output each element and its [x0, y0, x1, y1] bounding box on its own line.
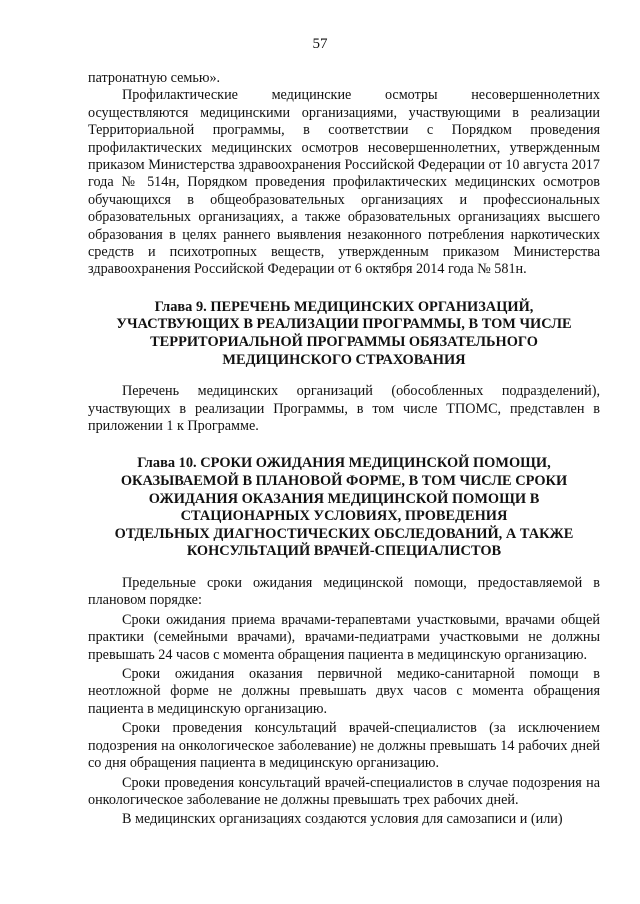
chapter-9-heading-line: УЧАСТВУЮЩИХ В РЕАЛИЗАЦИИ ПРОГРАММЫ, В ТОМ ЧИСЛЕ — [116, 316, 572, 333]
chapter-10-heading-line: КОНСУЛЬТАЦИЙ ВРАЧЕЙ-СПЕЦИАЛИСТОВ — [186, 543, 502, 560]
paragraph-organizations-list: Перечень медицинских организаций (обособленных подразделений), участвующих в реализации Программы, в том числе ТПОМС, представлен в приложении 1 к Программе. — [88, 383, 600, 435]
page-number: 57 — [312, 36, 328, 52]
paragraph-continuation: патронатную семью». — [88, 70, 221, 86]
paragraph-specialist-wait: Сроки проведения консультаций врачей-специалистов (за исключением подозрения на онкологическое заболевание) не должны превышать 14 рабочих дней со дня обращения пациента в медицинскую организацию. — [88, 720, 600, 772]
paragraph-therapist-wait: Сроки ожидания приема врачами-терапевтами участковыми, врачами общей практики (семейными врачами), врачами-педиатрами участковыми не должны превышать 24 часов с момента обращения пациента в медицинскую организацию. — [88, 611, 600, 663]
chapter-9-heading-line: МЕДИЦИНСКОГО СТРАХОВАНИЯ — [222, 351, 466, 368]
paragraph-self-registration: В медицинских организациях создаются условия для самозаписи и (или) — [122, 811, 563, 828]
paragraph-urgent-care-wait: Сроки ожидания оказания первичной медико-санитарной помощи в неотложной форме не должны превышать двух часов с момента обращения пациента в медицинскую организацию. — [88, 666, 600, 717]
paragraph-preventive-exams: Профилактические медицинские осмотры несовершеннолетних осуществляются медицинскими организациями, участвующими в реализации Территориальной программы, в соответствии с Порядком проведения профилактических медицинских осмотров несовершеннолетних, утвержденным приказом Министерства здравоохранения Российской Федерации от 10 августа 2017 года № 514н, Порядком проведения профилактических медицинских осмотров обучающихся в общеобразовательных организациях и профессиональных образовательных организациях, а также образовательных организациях высшего образования в целях раннего выявления незаконного потребления наркотических средств и психотропных веществ, утвержденным приказом Министерства здравоохранения Российской Федерации от 6 октября 2014 года № 581н. — [88, 87, 600, 278]
chapter-10-heading-line: СТАЦИОНАРНЫХ УСЛОВИЯХ, ПРОВЕДЕНИЯ — [180, 508, 508, 525]
chapter-10-heading — [88, 455, 600, 561]
paragraph-oncology-wait: Сроки проведения консультаций врачей-специалистов в случае подозрения на онкологическое заболевание не должны превышать трех рабочих дней. — [88, 774, 600, 808]
chapter-10-heading-line: ОЖИДАНИЯ ОКАЗАНИЯ МЕДИЦИНСКОЙ ПОМОЩИ В — [148, 490, 540, 507]
chapter-9-heading — [88, 299, 600, 369]
chapter-10-heading-line: ОКАЗЫВАЕМОЙ В ПЛАНОВОЙ ФОРМЕ, В ТОМ ЧИСЛЕ СРОКИ — [120, 473, 568, 490]
paragraph-waiting-limits: Предельные сроки ожидания медицинской помощи, предоставляемой в плановом порядке: — [88, 575, 600, 609]
chapter-9-heading-line: Глава 9. ПЕРЕЧЕНЬ МЕДИЦИНСКИХ ОРГАНИЗАЦИЙ, — [154, 298, 534, 315]
document-body — [88, 70, 600, 829]
chapter-9-heading-line: ТЕРРИТОРИАЛЬНОЙ ПРОГРАММЫ ОБЯЗАТЕЛЬНОГО — [150, 334, 538, 351]
chapter-10-heading-line: ОТДЕЛЬНЫХ ДИАГНОСТИЧЕСКИХ ОБСЛЕДОВАНИЙ, А ТАКЖЕ — [114, 525, 574, 542]
chapter-10-heading-line: Глава 10. СРОКИ ОЖИДАНИЯ МЕДИЦИНСКОЙ ПОМОЩИ, — [137, 455, 551, 472]
